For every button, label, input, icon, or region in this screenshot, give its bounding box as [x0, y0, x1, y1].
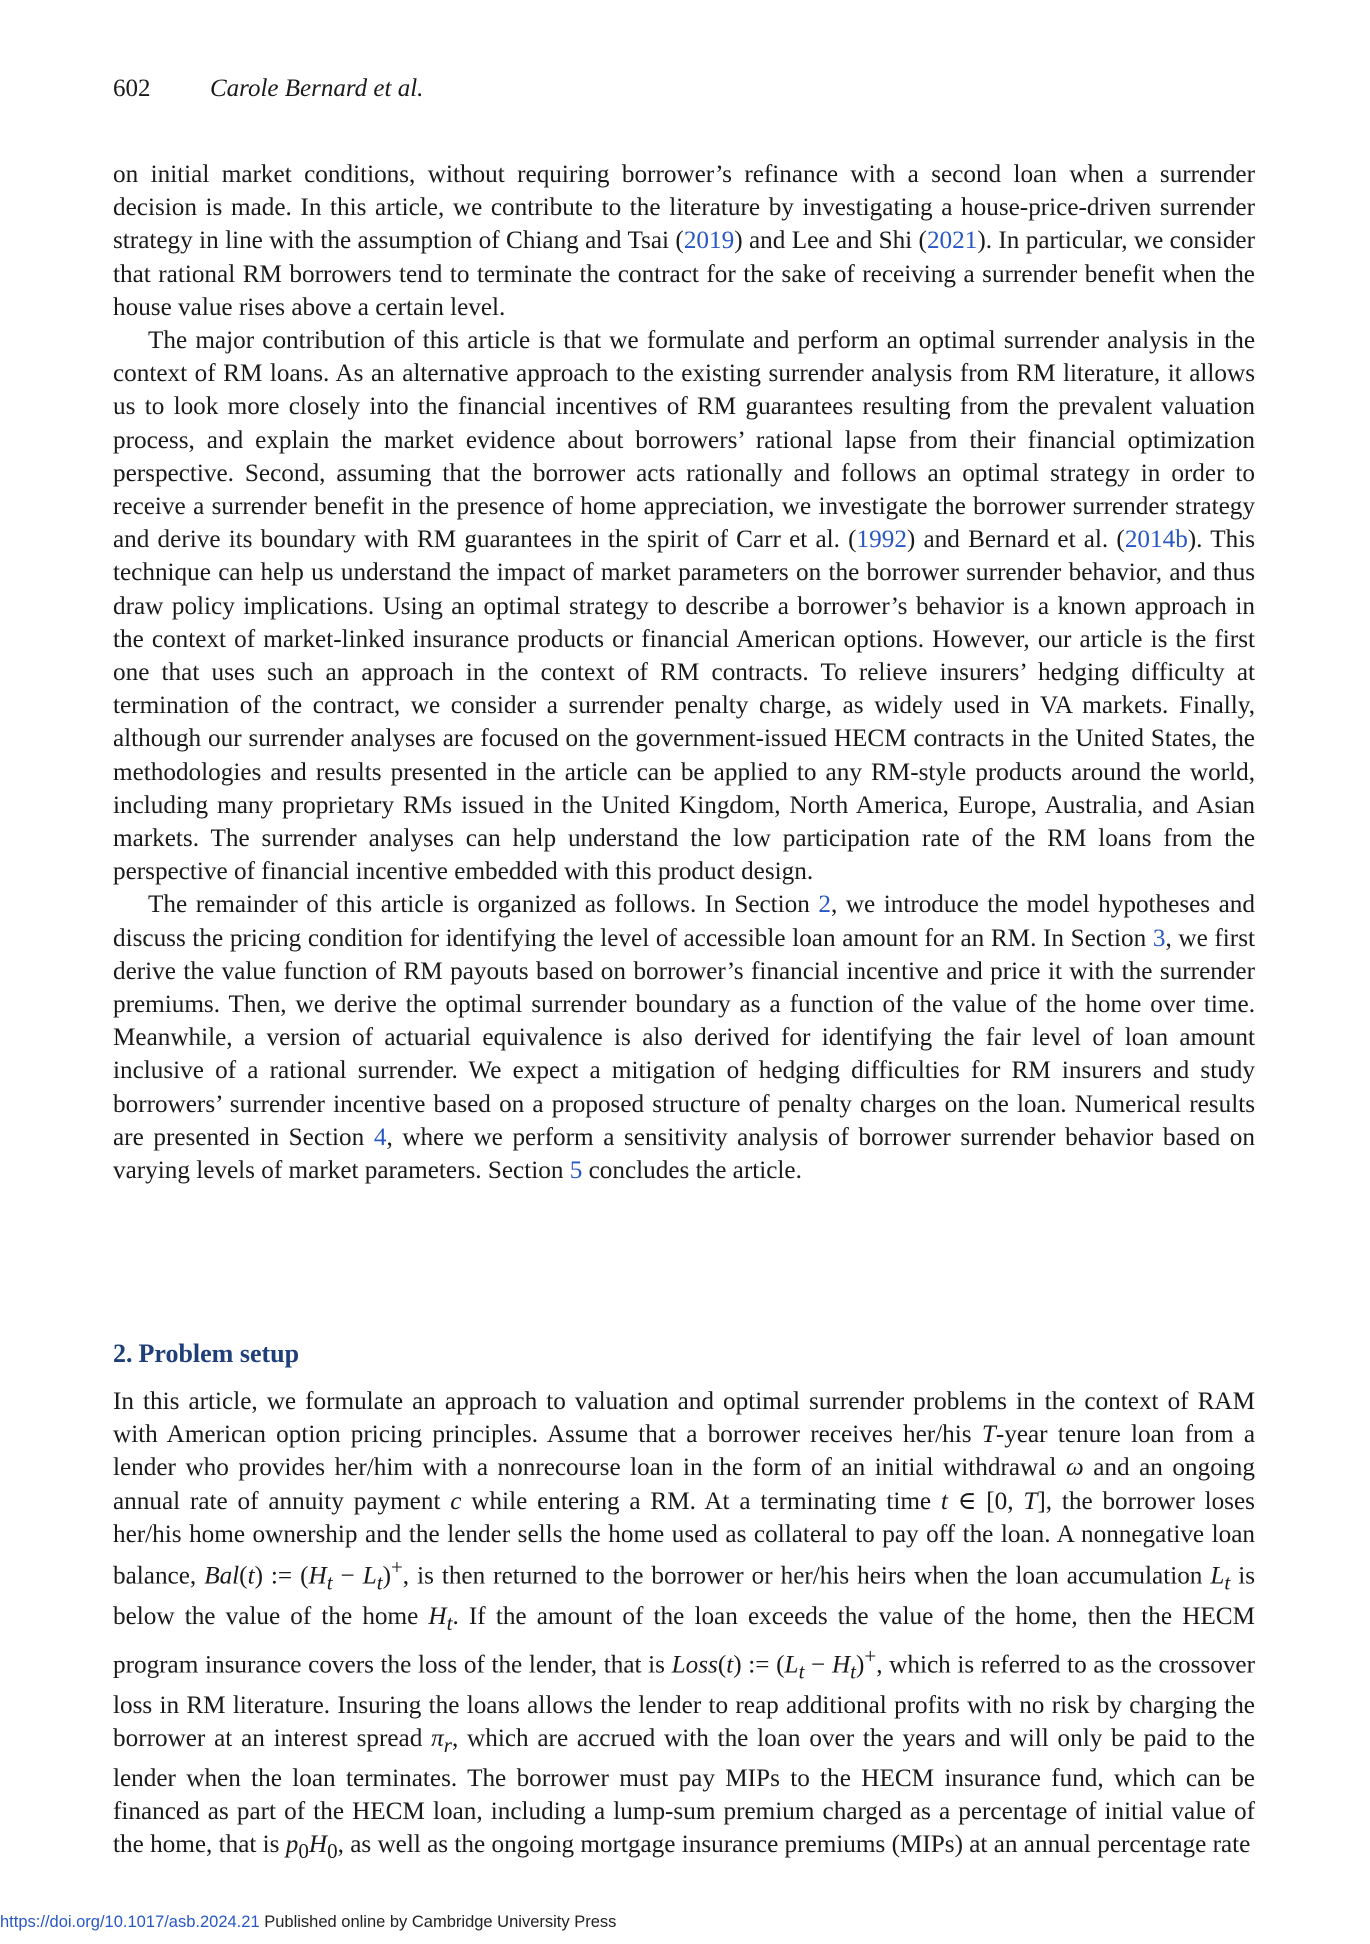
- citation-link-2021[interactable]: 2021: [926, 227, 978, 255]
- section-link-3[interactable]: 3: [1152, 924, 1166, 952]
- text-run: , as well as the ongoing mortgage insurance premiums (MIPs) at an annual percentage rate: [337, 1831, 1251, 1859]
- doi-link[interactable]: https://doi.org/10.1017/asb.2024.21: [0, 1913, 260, 1931]
- math-var: p: [285, 1831, 299, 1859]
- section-link-2[interactable]: 2: [818, 891, 831, 919]
- math-var: L: [362, 1562, 377, 1590]
- math-var: Loss: [671, 1651, 718, 1679]
- math-var: ω: [1065, 1454, 1084, 1482]
- text-run: is below the value of the home: [113, 1562, 1255, 1630]
- section-title-text: Problem setup: [138, 1339, 300, 1368]
- text-run: The remainder of this article is organized as follows. In Section: [148, 891, 819, 919]
- math-var: T: [981, 1421, 996, 1449]
- paragraph-setup: [113, 1385, 1255, 1869]
- text-run: ) and Bernard et al. (: [906, 526, 1125, 554]
- math-var: t: [726, 1651, 734, 1679]
- text-run: , is then returned to the borrower or her/his heirs when the loan accumulation: [402, 1562, 1211, 1590]
- text-run: on initial market conditions, without requiring borrower’s refinance with a second loan when a surrender decision is made. In this article, we contribute to the literature by investigating a house-price-driven surrender strategy in line with the assumption of Chiang and Tsai (: [113, 161, 1255, 255]
- text-run: In this article, we formulate an approach to valuation and optimal surrender problems in the context of RAM with American option pricing principles. Assume that a borrower receives her/his: [113, 1388, 1255, 1449]
- math-var: π: [431, 1724, 444, 1752]
- math-run: ) := (: [254, 1562, 309, 1590]
- text-run: ], the borrower loses her/his home ownership and the lender sells the home used as collateral to pay off the loan. A nonnegative loan balance,: [113, 1487, 1255, 1590]
- math-var: t: [940, 1487, 948, 1515]
- math-run: (: [717, 1651, 727, 1679]
- math-run: −: [804, 1651, 832, 1679]
- page-footer: [0, 1912, 616, 1932]
- text-run: and an ongoing annual rate of annuity payment: [113, 1454, 1255, 1515]
- text-run: concludes the article.: [582, 1157, 802, 1185]
- math-var: L: [784, 1651, 799, 1679]
- math-run: ): [855, 1651, 865, 1679]
- math-var: H: [308, 1562, 327, 1590]
- text-run: , which is referred to as the crossover loss in RM literature. Insuring the loans allows the lender to reap additional profits with no risk by charging the borrower at an interest spread: [113, 1651, 1256, 1752]
- math-var: H: [831, 1651, 851, 1679]
- intro-continuation: [113, 158, 1255, 1187]
- text-run: -year tenure loan from a lender who provides her/him with a nonrecourse loan in the form of an initial withdrawal: [113, 1421, 1255, 1482]
- math-subscript: t: [798, 1659, 805, 1684]
- math-run: −: [332, 1562, 363, 1590]
- text-run: ). This technique can help us understand the impact of market parameters on the borrower surrender behavior, and thus draw policy implications. Using an optimal strategy to describe a borrower’s behavior is a known approach in the context of market-linked insurance products or financial American options. However, our article is the first one that uses such an approach in the context of RM contracts. To relieve insurers’ hedging difficulty at termination of the contract, we consider a surrender penalty charge, as widely used in VA markets. Finally, although our surrender analyses are focused on the government-issued HECM contracts in the United States, the methodologies and results presented in the article can be applied to any RM-style products around the world, including many proprietary RMs issued in the United Kingdom, North America, Europe, Australia, and Asian markets. The surrender analyses can help understand the low participation rate of the RM loans from the perspective of financial incentive embedded with this product design.: [113, 526, 1256, 886]
- math-superscript: +: [864, 1643, 877, 1668]
- paragraph-3: [113, 888, 1255, 1187]
- text-run: , we first derive the value function of RM payouts based on borrower’s financial incentive and price it with the surrender premiums. Then, we derive the optimal surrender boundary as a function of the value of the home over time. Meanwhile, a version of actuarial equivalence is also derived for identifying the fair level of loan amount inclusive of a rational surrender. We expect a mitigation of hedging difficulties for RM insurers and study borrowers’ surrender incentive based on a proposed structure of penalty charges on the loan. Numerical results are presented in Section: [113, 924, 1255, 1151]
- math-subscript: 0: [327, 1839, 338, 1864]
- math-subscript: t: [326, 1570, 333, 1595]
- text-run: , which are accrued with the loan over the years and will only be paid to the lender when the loan terminates. The borrower must pay MIPs to the HECM insurance fund, which can be financed as part of the HECM loan, including a lump-sum premium charged as a percentage of initial value of the home, that is: [113, 1724, 1255, 1859]
- math-run: ∈ [0,: [947, 1487, 1024, 1515]
- math-var: H: [428, 1602, 447, 1630]
- text-run: The major contribution of this article is that we formulate and perform an optimal surrender analysis in the context of RM loans. As an alternative approach to the existing surrender analysis from RM literature, it allows us to look more closely into the financial incentives of RM guarantees resulting from the prevalent valuation process, and explain the market evidence about borrowers’ rational lapse from their financial optimization perspective. Second, assuming that the borrower acts rationally and follows an optimal strategy in order to receive a surrender benefit in the presence of home appreciation, we investigate the borrower surrender strategy and derive its boundary with RM guarantees in the spirit of Carr et al. (: [113, 327, 1255, 554]
- math-superscript: +: [390, 1555, 403, 1580]
- section-heading: [113, 1338, 299, 1370]
- section-link-5[interactable]: 5: [569, 1157, 583, 1185]
- problem-setup-body: [113, 1385, 1255, 1869]
- math-var: t: [247, 1562, 255, 1590]
- math-var: c: [450, 1487, 462, 1515]
- text-run: ) and Lee and Shi (: [734, 227, 927, 255]
- math-subscript: t: [376, 1570, 383, 1595]
- running-header: [113, 74, 423, 104]
- math-subscript: 0: [298, 1839, 309, 1864]
- section-link-4[interactable]: 4: [373, 1123, 387, 1151]
- text-run: ). In particular, we consider that rational RM borrowers tend to terminate the contract for the sake of receiving a surrender benefit when the house value rises above a certain level.: [113, 227, 1255, 321]
- math-run: (: [239, 1562, 248, 1590]
- citation-link-1992[interactable]: 1992: [856, 526, 907, 554]
- math-subscript: r: [443, 1732, 452, 1757]
- text-run: . If the amount of the loan exceeds the value of the home, then the HECM program insurance covers the loss of the lender, that is: [113, 1602, 1255, 1679]
- math-var: L: [1210, 1562, 1225, 1590]
- math-var: H: [308, 1831, 328, 1859]
- citation-link-2019[interactable]: 2019: [683, 227, 735, 255]
- math-run: ) := (: [733, 1651, 785, 1679]
- paragraph-2: [113, 324, 1255, 888]
- math-var: Bal: [204, 1562, 240, 1590]
- page-number: 602: [113, 75, 151, 102]
- text-run: while entering a RM. At a terminating time: [461, 1487, 941, 1515]
- section-number: 2.: [113, 1339, 133, 1368]
- text-run: , where we perform a sensitivity analysis of borrower surrender behavior based on varying levels of market parameters. Section: [113, 1123, 1255, 1185]
- publisher-note: Published online by Cambridge University Press: [259, 1913, 617, 1931]
- math-subscript: t: [850, 1659, 856, 1684]
- text-run: , we introduce the model hypotheses and discuss the pricing condition for identifying the level of accessible loan amount for an RM. In Section: [113, 891, 1255, 952]
- math-subscript: t: [446, 1610, 453, 1635]
- math-var: T: [1023, 1487, 1038, 1515]
- running-head-authors: Carole Bernard et al.: [210, 75, 424, 102]
- math-subscript: t: [1224, 1570, 1231, 1595]
- citation-link-2014b[interactable]: 2014b: [1124, 526, 1188, 554]
- paragraph-1: [113, 158, 1255, 324]
- math-run: ): [382, 1562, 391, 1590]
